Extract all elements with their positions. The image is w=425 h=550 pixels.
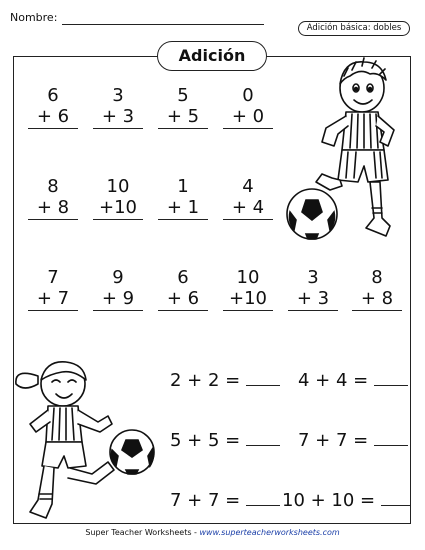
boy-soccer-player-illustration [282,50,410,250]
vertical-problem-12 [223,267,273,311]
vertical-problem-11 [158,267,208,311]
problem-bottom-addend: + 4 [223,197,273,220]
horizontal-problem-3 [170,430,280,451]
problem-bottom-addend: + 7 [28,288,78,311]
problem-top-number: 1 [177,176,189,197]
problem-bottom-addend: + 0 [223,106,273,129]
problem-bottom-addend: + 6 [158,288,208,311]
answer-blank[interactable] [246,431,280,446]
name-label: Nombre: [10,11,58,24]
vertical-problem-6 [93,176,143,220]
equation-text: 7 + 7 = [170,490,241,511]
vertical-problem-1 [28,85,78,129]
name-field-line[interactable] [62,24,264,25]
horizontal-problem-4 [298,430,408,451]
worksheet-title: Adición [157,41,267,71]
horizontal-problem-1 [170,370,280,391]
vertical-problem-3 [158,85,208,129]
vertical-problem-8 [223,176,273,220]
girl-soccer-player-illustration [8,350,168,530]
equation-text: 10 + 10 = [282,490,376,511]
vertical-problem-4 [223,85,273,129]
problem-top-number: 6 [177,267,189,288]
vertical-problem-10 [93,267,143,311]
problem-bottom-addend: + 8 [352,288,402,311]
equation-text: 7 + 7 = [298,430,369,451]
equation-text: 4 + 4 = [298,370,369,391]
answer-blank[interactable] [374,431,408,446]
footer [0,528,425,537]
horizontal-problem-5 [170,490,280,511]
worksheet-topic-badge: Adición básica: dobles [298,21,410,36]
problem-bottom-addend: + 5 [158,106,208,129]
problem-top-number: 4 [242,176,254,197]
problem-top-number: 3 [112,85,124,106]
answer-blank[interactable] [246,491,280,506]
problem-top-number: 6 [47,85,59,106]
problem-top-number: 8 [47,176,59,197]
vertical-problem-13 [288,267,338,311]
equation-text: 2 + 2 = [170,370,241,391]
problem-bottom-addend: + 3 [93,106,143,129]
answer-blank[interactable] [246,371,280,386]
problem-top-number: 5 [177,85,189,106]
answer-blank[interactable] [381,491,411,506]
problem-top-number: 0 [242,85,254,106]
vertical-problem-7 [158,176,208,220]
problem-top-number: 10 [236,267,260,288]
problem-bottom-addend: + 9 [93,288,143,311]
problem-top-number: 3 [307,267,319,288]
vertical-problem-14 [352,267,402,311]
vertical-problem-5 [28,176,78,220]
problem-top-number: 7 [47,267,59,288]
problem-bottom-addend: + 6 [28,106,78,129]
problem-top-number: 9 [112,267,124,288]
problem-top-number: 10 [106,176,130,197]
footer-url-link[interactable]: www.superteacherworksheets.com [199,528,340,537]
problem-bottom-addend: +10 [223,288,273,311]
problem-top-number: 8 [371,267,383,288]
horizontal-problem-6 [282,490,411,511]
problem-bottom-addend: +10 [93,197,143,220]
problem-bottom-addend: + 1 [158,197,208,220]
problem-bottom-addend: + 3 [288,288,338,311]
problem-bottom-addend: + 8 [28,197,78,220]
answer-blank[interactable] [374,371,408,386]
horizontal-problem-2 [298,370,408,391]
equation-text: 5 + 5 = [170,430,241,451]
footer-brand: Super Teacher Worksheets - [85,528,200,537]
vertical-problem-9 [28,267,78,311]
vertical-problem-2 [93,85,143,129]
